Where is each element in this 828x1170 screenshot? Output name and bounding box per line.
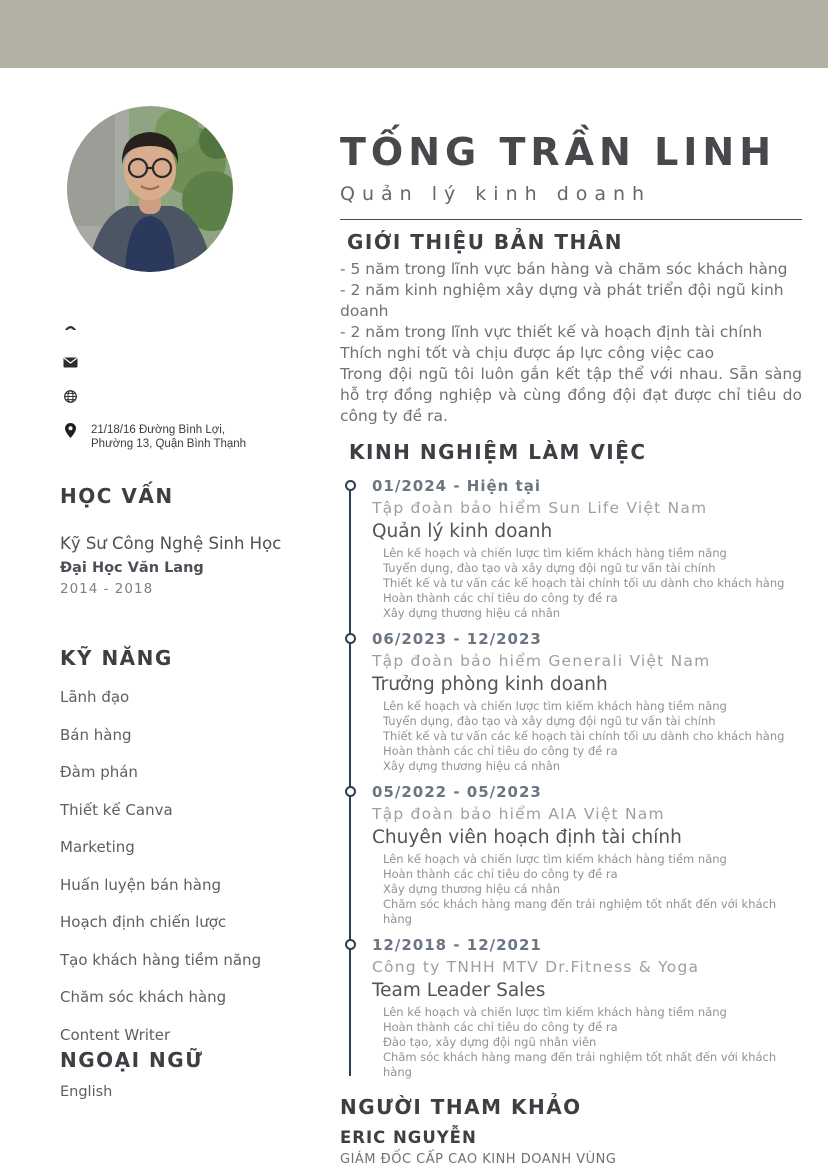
job-bullets: [372, 1005, 802, 1080]
languages-heading: NGOẠI NGỮ: [60, 1048, 204, 1072]
job-bullet: Hoàn thành các chỉ tiêu do công ty đề ra: [383, 867, 618, 881]
job-role: Quản lý kinh doanh: [372, 521, 553, 542]
job-bullet: Chăm sóc khách hàng mang đến trải nghiệm tốt nhất đến với khách hàng: [383, 1050, 777, 1079]
job-bullet: Xây dựng thương hiệu cá nhân: [383, 759, 561, 773]
contact-phone-row: [62, 324, 317, 339]
header-divider: [340, 219, 802, 220]
skill-item: Hoạch định chiến lược: [60, 913, 227, 931]
references-heading: NGƯỜI THAM KHẢO: [340, 1095, 582, 1119]
about-summary: Trong đội ngũ tôi luôn gắn kết tập thể với nhau. Sẵn sàng hỗ trợ đồng nghiệp và cùng đồng đội đạt được chỉ tiêu do công ty đề ra.: [340, 365, 802, 425]
education-heading: HỌC VẤN: [60, 484, 174, 508]
job-bullet: Thiết kế và tư vấn các kế hoạch tài chính tối ưu dành cho khách hàng: [383, 729, 785, 743]
job-period: 01/2024 - Hiện tại: [372, 477, 541, 495]
job-period: 05/2022 - 05/2023: [372, 783, 542, 801]
job-company: Công ty TNHH MTV Dr.Fitness & Yoga: [372, 958, 700, 976]
skill-item: Chăm sóc khách hàng: [60, 988, 227, 1006]
skill-item: Bán hàng: [60, 725, 132, 744]
location-pin-icon: [62, 423, 79, 438]
skills-list: [60, 688, 330, 1044]
job-entry: [349, 630, 802, 774]
job-entry: [349, 783, 802, 927]
education-degree: Kỹ Sư Công Nghệ Sinh Học: [60, 534, 282, 553]
job-bullet: Xây dựng thương hiệu cá nhân: [383, 606, 561, 620]
phone-icon: [62, 324, 79, 331]
job-bullets: [372, 699, 802, 774]
job-bullet: Hoàn thành các chỉ tiêu do công ty đề ra: [383, 591, 618, 605]
experience-section: [340, 440, 802, 1080]
skills-section: [60, 646, 330, 1063]
job-role: Trưởng phòng kinh doanh: [372, 674, 608, 695]
contact-address-value: [91, 423, 246, 451]
skill-item: Marketing: [60, 838, 135, 856]
skills-heading: KỸ NĂNG: [60, 646, 173, 670]
job-bullet: Thiết kế và tư vấn các kế hoạch tài chính tối ưu dành cho khách hàng: [383, 576, 785, 590]
education-section: [60, 484, 330, 597]
skill-item: Đàm phán: [60, 763, 138, 781]
timeline-dot-icon: [345, 786, 356, 797]
job-entry: [349, 477, 802, 621]
reference-title: GIÁM ĐỐC CẤP CAO KINH DOANH VÙNG: [340, 1152, 617, 1167]
profile-photo: [67, 106, 233, 272]
references-section: [340, 1095, 802, 1167]
about-line: - 2 năm kinh nghiệm xây dựng và phát triển đội ngũ kinh doanh: [340, 281, 784, 320]
experience-timeline: [349, 477, 802, 1080]
contact-website-row: [62, 390, 317, 405]
person-job-title: Quản lý kinh doanh: [340, 183, 652, 205]
job-bullets: [372, 852, 802, 927]
skill-item: Tạo khách hàng tiềm năng: [60, 950, 262, 969]
education-school: Đại Học Văn Lang: [60, 560, 204, 576]
language-item: English: [60, 1084, 113, 1100]
job-bullet: Hoàn thành các chỉ tiêu do công ty đề ra: [383, 744, 618, 758]
job-bullets: [372, 546, 802, 621]
timeline-dot-icon: [345, 939, 356, 950]
contact-address-row: [62, 423, 317, 451]
job-entry: [349, 936, 802, 1080]
job-period: 06/2023 - 12/2023: [372, 630, 542, 648]
skill-item: Content Writer: [60, 1025, 171, 1044]
education-years: 2014 - 2018: [60, 581, 154, 597]
timeline-dot-icon: [345, 633, 356, 644]
globe-icon: [62, 390, 79, 403]
job-company: Tập đoàn bảo hiểm Sun Life Việt Nam: [372, 499, 708, 517]
job-period: 12/2018 - 12/2021: [372, 936, 542, 954]
envelope-icon: [62, 357, 79, 368]
job-bullet: Hoàn thành các chỉ tiêu do công ty đề ra: [383, 1020, 618, 1034]
profile-photo-illustration: [67, 106, 233, 272]
job-bullet: Chăm sóc khách hàng mang đến trải nghiệm tốt nhất đến với khách hàng: [383, 897, 777, 926]
about-line: - 2 năm trong lĩnh vực thiết kế và hoạch định tài chính: [340, 323, 763, 341]
about-heading: GIỚI THIỆU BẢN THÂN: [347, 230, 623, 254]
about-section: [340, 230, 802, 427]
timeline-dot-icon: [345, 480, 356, 491]
top-banner: [0, 0, 828, 68]
job-company: Tập đoàn bảo hiểm AIA Việt Nam: [372, 805, 665, 823]
main-column: [340, 130, 802, 1167]
job-bullet: Lên kế hoạch và chiến lược tìm kiếm khách hàng tiềm năng: [383, 546, 727, 560]
job-bullet: Lên kế hoạch và chiến lược tìm kiếm khách hàng tiềm năng: [383, 1005, 727, 1019]
skill-item: Lãnh đạo: [60, 688, 130, 706]
job-bullet: Đào tạo, xây dựng đội ngũ nhân viên: [383, 1035, 597, 1049]
job-bullet: Tuyển dụng, đào tạo và xây dựng đội ngũ tư vấn tài chính: [383, 561, 716, 575]
job-company: Tập đoàn bảo hiểm Generali Việt Nam: [372, 652, 711, 670]
contact-email-row: [62, 357, 317, 372]
job-role: Chuyên viên hoạch định tài chính: [372, 827, 682, 848]
job-bullet: Lên kế hoạch và chiến lược tìm kiếm khách hàng tiềm năng: [383, 699, 727, 713]
languages-section: [60, 1048, 330, 1100]
address-line-1: 21/18/16 Đường Bình Lợi,: [91, 424, 226, 436]
job-role: Team Leader Sales: [372, 980, 546, 1001]
about-lines: [340, 259, 802, 427]
person-name: TỐNG TRẦN LINH: [340, 130, 777, 174]
skill-item: Huấn luyện bán hàng: [60, 875, 222, 894]
job-bullet: Xây dựng thương hiệu cá nhân: [383, 882, 561, 896]
job-bullet: Tuyển dụng, đào tạo và xây dựng đội ngũ tư vấn tài chính: [383, 714, 716, 728]
reference-name: ERIC NGUYỄN: [340, 1128, 477, 1147]
address-line-2: Phường 13, Quận Bình Thạnh: [91, 438, 247, 450]
about-line: Thích nghi tốt và chịu được áp lực công việc cao: [340, 344, 715, 362]
job-bullet: Lên kế hoạch và chiến lược tìm kiếm khách hàng tiềm năng: [383, 852, 727, 866]
experience-heading: KINH NGHIỆM LÀM VIỆC: [349, 440, 647, 464]
about-line: - 5 năm trong lĩnh vực bán hàng và chăm sóc khách hàng: [340, 260, 788, 278]
skill-item: Thiết kế Canva: [60, 800, 173, 819]
contact-section: [62, 324, 317, 469]
